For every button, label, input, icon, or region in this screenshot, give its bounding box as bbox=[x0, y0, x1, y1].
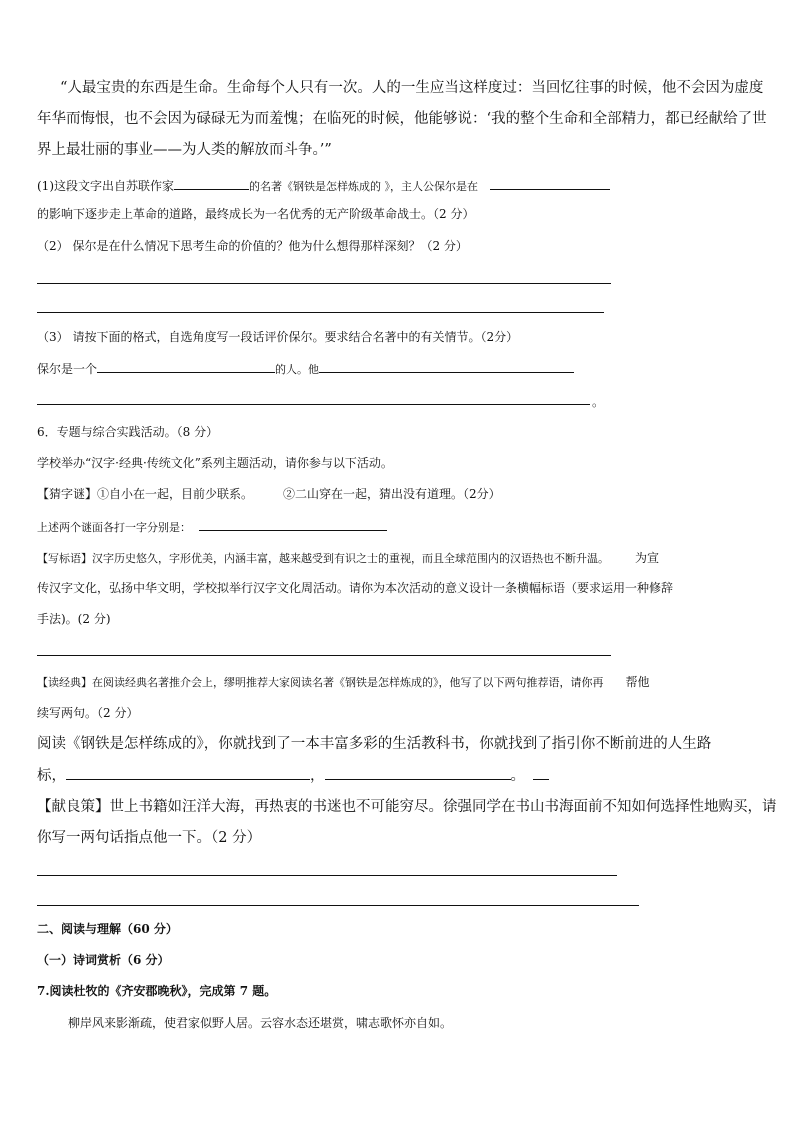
poem-text: 柳岸风来影渐疏，使君家似野人居。云容水态还堪赏，啸志歌怀亦自如。 bbox=[68, 1016, 453, 1030]
question-3-format bbox=[37, 358, 574, 380]
advice-answer-line[interactable] bbox=[37, 875, 617, 876]
question-3-prompt: （3） 请按下面的格式，自选角度写一段话评价保尔。要求结合名著中的有关情节。（2分） bbox=[37, 330, 519, 344]
question-2: （2） 保尔是在什么情况下思考生命的价值的？他为什么想得那样深刻？（2 分） bbox=[37, 239, 468, 253]
comma-mark: ， bbox=[310, 768, 325, 784]
influence-blank[interactable] bbox=[490, 175, 610, 190]
question-3-part-a: 保尔是一个 bbox=[37, 362, 98, 376]
recommendation-blank-1[interactable] bbox=[66, 765, 310, 780]
question-6-title: 6．专题与综合实践活动。（8 分） bbox=[37, 425, 219, 439]
question-7-title: 7.阅读杜牧的《齐安郡晚秋》，完成第 7 题。 bbox=[37, 984, 277, 998]
short-blank[interactable] bbox=[533, 765, 549, 780]
reading-task-line-2: 续写两句。（2 分） bbox=[37, 706, 139, 720]
sentence-end-mark: 。 bbox=[592, 395, 605, 409]
question-1-line-2: 的影响下逐步走上革命的道路，最终成长为一名优秀的无产阶级革命战士。（2 分） bbox=[37, 207, 475, 221]
riddle-answer-line bbox=[37, 516, 387, 538]
reading-task-line-4 bbox=[37, 765, 549, 786]
reading-task-line-3: 阅读《钢铁是怎样练成的》，你就找到了一本丰富多彩的生活教科书，你就找到了指引你不断前进的人生路 bbox=[37, 736, 712, 752]
question-1-part-b: 的名著《钢铁是怎样炼成的 》，主人公保尔是在 bbox=[249, 180, 478, 193]
advice-answer-line[interactable] bbox=[37, 905, 639, 906]
reading-task-text-cont: 帮他 bbox=[625, 675, 650, 689]
reading-task-line-1 bbox=[37, 672, 650, 693]
question-1-line-1 bbox=[37, 175, 610, 197]
riddle-task: 【猜字谜】①自小在一起，目前少联系。 ②二山穿在一起，猜出没有道理。（2分） bbox=[37, 487, 501, 501]
answer-line[interactable] bbox=[37, 312, 604, 313]
recommendation-blank-2[interactable] bbox=[325, 765, 511, 780]
passage-line-3: 界上最壮丽的事业——为人类的解放而斗争。’” bbox=[37, 142, 332, 158]
reading-task-text: 【读经典】在阅读经典名著推介会上，缪明推荐大家阅读名著《钢铁是怎样炼成的》，他写了以下两句推荐语，请你再 bbox=[37, 676, 604, 689]
riddle-answer-blank[interactable] bbox=[199, 516, 387, 531]
question-3-part-b: 的人。他 bbox=[275, 363, 320, 376]
advice-task-line-2: 你写一两句话指点他一下。（2 分） bbox=[37, 830, 262, 846]
author-blank[interactable] bbox=[174, 175, 249, 190]
slogan-task-text-cont: 为宣 bbox=[635, 551, 660, 565]
slogan-answer-line[interactable] bbox=[37, 655, 611, 656]
riddle-answer-label: 上述两个谜面各打一字分别是： bbox=[37, 521, 191, 534]
slogan-task-line-3: 手法)。(2 分) bbox=[37, 612, 111, 626]
poetry-subsection-title: （一）诗词赏析（6 分） bbox=[37, 953, 170, 967]
character-blank[interactable] bbox=[97, 358, 275, 373]
reason-blank[interactable] bbox=[319, 358, 574, 373]
period-mark: 。 bbox=[510, 768, 525, 784]
slogan-task-line-1 bbox=[37, 548, 659, 569]
answer-line[interactable] bbox=[37, 283, 611, 284]
question-1-part-a: (1)这段文字出自苏联作家 bbox=[37, 179, 174, 193]
advice-task-line-1: 【献良策】世上书籍如汪洋大海，再热衷的书迷也不可能穷尽。徐强同学在书山书海面前不知如何选择性地购买，请 bbox=[37, 799, 777, 815]
slogan-task-text: 【写标语】汉字历史悠久，字形优美，内涵丰富，越来越受到有识之士的重视，而且全球范围内的汉语热也不断升温。 bbox=[37, 552, 609, 565]
question-6-intro: 学校举办“汉字·经典·传统文化”系列主题活动，请你参与以下活动。 bbox=[37, 456, 393, 470]
passage-line-2: 年华而悔恨，也不会因为碌碌无为而羞愧；在临死的时候，他能够说：‘我的整个生命和全部精力，都已经献给了世 bbox=[37, 111, 767, 127]
passage-line-1: “人最宝贵的东西是生命。生命每个人只有一次。人的一生应当这样度过：当回忆往事的时候，他不会因为虚度 bbox=[60, 80, 764, 96]
answer-line[interactable] bbox=[37, 404, 590, 405]
reading-task-text: 标， bbox=[37, 768, 66, 784]
slogan-task-line-2: 传汉字文化，弘扬中华文明，学校拟举行汉字文化周活动。请你为本次活动的意义设计一条横幅标语（要求运用一种修辞 bbox=[37, 581, 674, 595]
section-2-title: 二、阅读与理解（60 分） bbox=[37, 922, 178, 936]
